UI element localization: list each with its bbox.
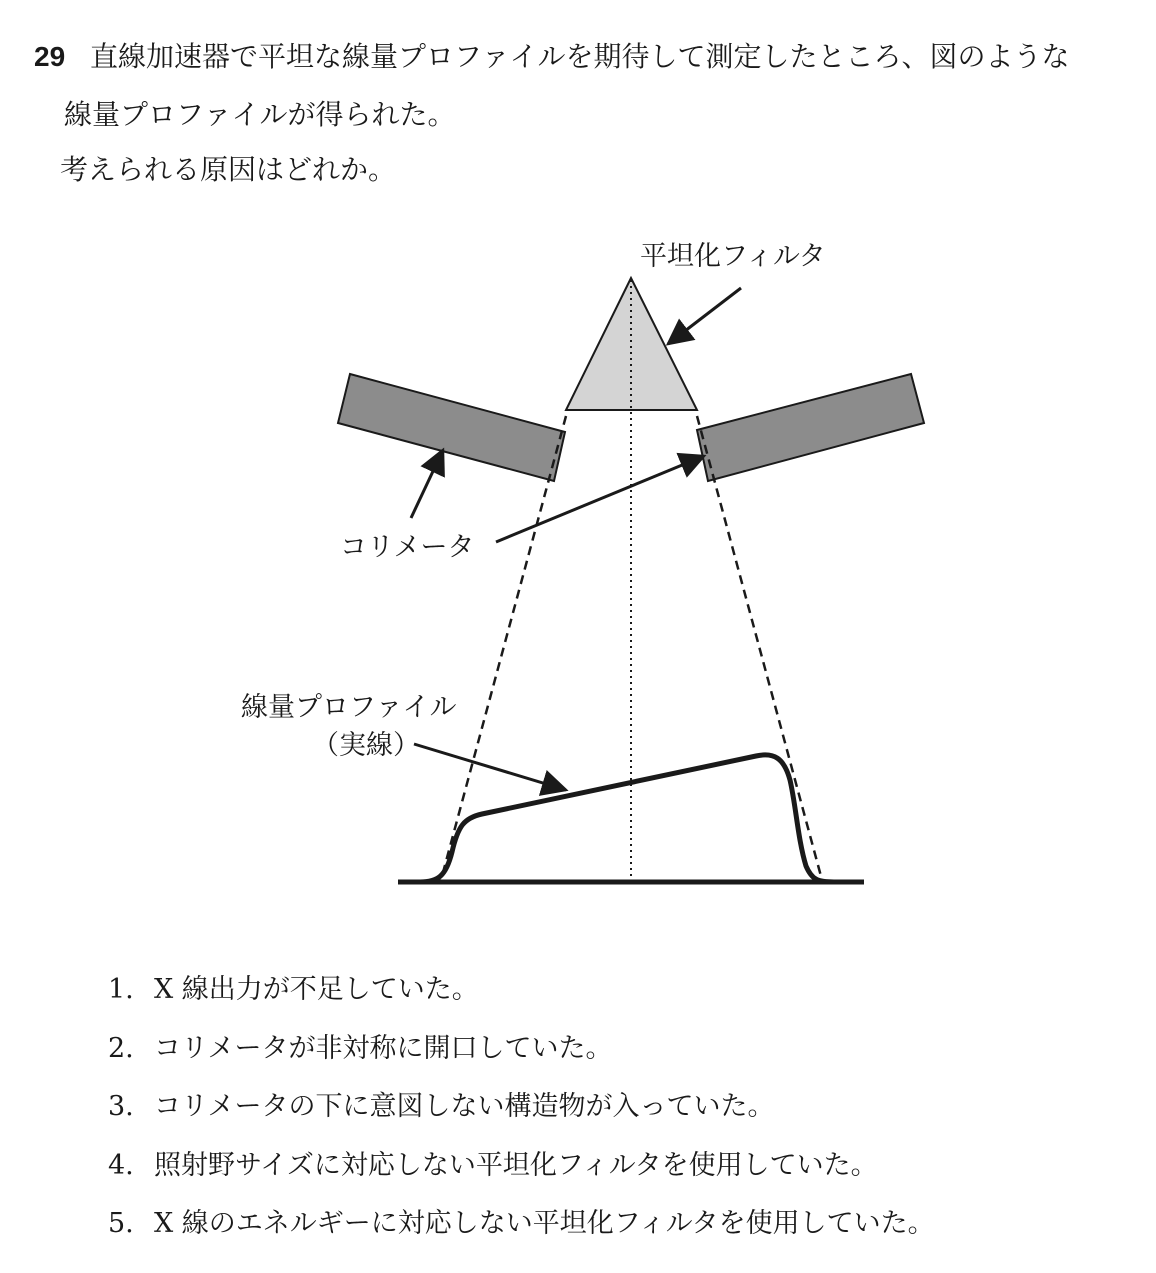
choice-1[interactable] bbox=[108, 966, 935, 1025]
choice-text: X 線出力が不足していた。 bbox=[154, 974, 479, 1005]
choice-number: 2. bbox=[108, 1032, 134, 1064]
arrow-dose-profile bbox=[414, 744, 566, 790]
collimator-right-jaw bbox=[697, 374, 924, 481]
dose-profile-curve bbox=[420, 755, 834, 882]
choice-5[interactable] bbox=[108, 1200, 935, 1259]
arrow-flattening-filter bbox=[668, 288, 741, 344]
question-text-line-2: 線量プロファイルが得られた。 bbox=[64, 98, 456, 131]
choice-text: コリメータが非対称に開口していた。 bbox=[154, 1032, 613, 1064]
label-dose-profile-note: （実線） bbox=[312, 730, 420, 761]
choice-number: 3. bbox=[108, 1091, 134, 1122]
choice-text: X 線のエネルギーに対応しない平坦化フィルタを使用していた。 bbox=[154, 1208, 935, 1239]
choice-number: 1. bbox=[108, 974, 134, 1005]
beam-edge-right bbox=[697, 416, 822, 880]
choice-3[interactable] bbox=[108, 1083, 935, 1142]
choice-text: コリメータの下に意図しない構造物が入っていた。 bbox=[154, 1091, 775, 1122]
label-flattening-filter: 平坦化フィルタ bbox=[640, 241, 826, 272]
question-text-line-1: 直線加速器で平坦な線量プロファイルを期待して測定したところ、図のような bbox=[90, 40, 1070, 73]
choice-number: 4. bbox=[108, 1149, 134, 1181]
question-number: 29 bbox=[34, 41, 66, 72]
choice-4[interactable] bbox=[108, 1142, 935, 1201]
label-dose-profile: 線量プロファイル bbox=[241, 692, 457, 723]
choice-2[interactable] bbox=[108, 1025, 935, 1084]
question-prompt: 考えられる原因はどれか。 bbox=[60, 153, 397, 186]
choice-text: 照射野サイズに対応しない平坦化フィルタを使用していた。 bbox=[154, 1149, 878, 1181]
choice-number: 5. bbox=[108, 1208, 134, 1239]
answer-choices bbox=[108, 966, 935, 1259]
collimator-left-jaw bbox=[338, 374, 565, 481]
flattening-filter bbox=[566, 278, 697, 410]
arrow-collimator-left bbox=[411, 450, 443, 518]
label-collimator: コリメータ bbox=[340, 532, 475, 563]
